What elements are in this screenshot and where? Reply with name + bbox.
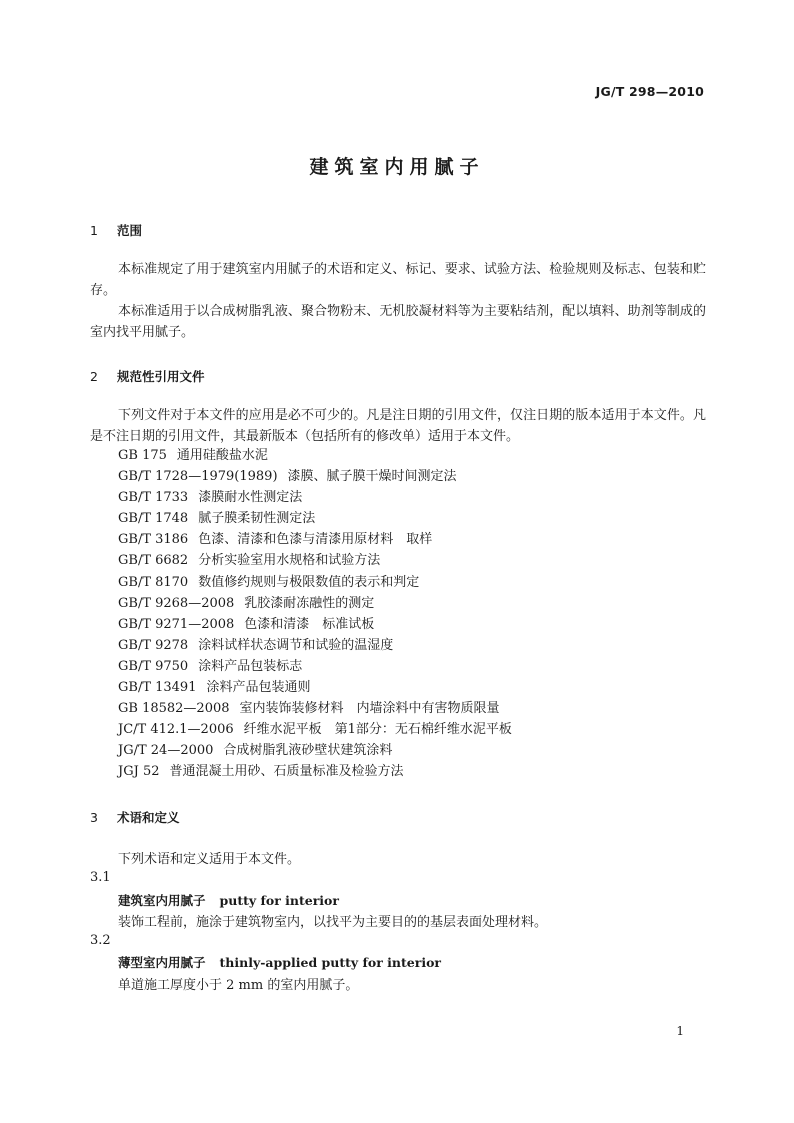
term-heading	[118, 953, 441, 971]
reference-code: GB/T 1733	[118, 490, 189, 506]
term-zh: 建筑室内用腻子	[118, 893, 206, 908]
reference-title: 漆膜耐水性测定法	[198, 490, 303, 506]
reference-list	[118, 445, 512, 783]
section-2-heading	[90, 367, 205, 385]
reference-code: GB/T 9271—2008	[118, 616, 235, 632]
section-number: 1	[90, 223, 98, 238]
reference-code: GB/T 3186	[118, 532, 189, 548]
reference-item	[118, 761, 512, 782]
reference-code: JG/T 24—2000	[118, 743, 214, 759]
reference-code: GB 175	[118, 448, 167, 463]
reference-item	[118, 677, 512, 698]
reference-title: 涂料产品包装通则	[206, 680, 311, 696]
reference-title: 乳胶漆耐冻融性的测定	[244, 595, 375, 611]
standard-code: JG/T 298—2010	[595, 84, 704, 99]
reference-title: 色漆、清漆和色漆与清漆用原材料 取样	[198, 532, 433, 548]
term-number: 3.2	[90, 933, 111, 948]
reference-item	[118, 508, 512, 529]
document-title: 建筑室内用腻子	[309, 156, 485, 178]
reference-item	[118, 656, 512, 677]
reference-code: GB 18582—2008	[118, 701, 230, 717]
reference-item	[118, 572, 512, 593]
term-heading	[118, 891, 339, 909]
section-number: 2	[90, 369, 98, 384]
section-title: 术语和定义	[117, 810, 180, 825]
term-number: 3.1	[90, 870, 111, 885]
reference-title: 色漆和清漆 标准试板	[244, 616, 375, 632]
reference-title: 纤维水泥平板 第1部分：无石棉纤维水泥平板	[243, 722, 512, 738]
reference-item	[118, 550, 512, 571]
reference-item	[118, 698, 512, 719]
term-definition: 单道施工厚度小于 2 mm 的室内用腻子。	[118, 978, 359, 993]
term-en: putty for interior	[219, 893, 339, 908]
references-intro: 下列文件对于本文件的应用是必不可少的。凡是注日期的引用文件，仅注日期的版本适用于本文件。凡是不注日期的引用文件，其最新版本（包括所有的修改单）适用于本文件。	[90, 408, 706, 444]
section-1-heading	[90, 221, 142, 239]
reference-item	[118, 719, 512, 740]
reference-item	[118, 635, 512, 656]
reference-title: 分析实验室用水规格和试验方法	[198, 553, 381, 569]
reference-code: GB/T 1748	[118, 511, 189, 527]
reference-code: GB/T 8170	[118, 574, 189, 590]
reference-item	[118, 466, 512, 487]
reference-code: GB/T 13491	[118, 680, 197, 696]
term-zh: 薄型室内用腻子	[118, 955, 206, 970]
reference-item	[118, 487, 512, 508]
page-number: 1	[676, 1024, 684, 1038]
reference-code: GB/T 6682	[118, 553, 189, 569]
reference-title: 数值修约规则与极限数值的表示和判定	[198, 574, 420, 590]
reference-item	[118, 445, 512, 466]
reference-title: 合成树脂乳液砂壁状建筑涂料	[223, 743, 393, 759]
reference-item	[118, 529, 512, 550]
section-3-heading	[90, 808, 180, 826]
reference-item	[118, 614, 512, 635]
scope-paragraph-2: 本标准适用于以合成树脂乳液、聚合物粉末、无机胶凝材料等为主要粘结剂，配以填料、助剂等制成的室内找平用腻子。	[90, 304, 706, 340]
terms-intro: 下列术语和定义适用于本文件。	[118, 852, 301, 867]
section-title: 范围	[117, 223, 143, 238]
reference-code: JGJ 52	[118, 764, 160, 780]
reference-code: GB/T 9750	[118, 658, 189, 674]
reference-title: 腻子膜柔韧性测定法	[198, 511, 316, 527]
section-title: 规范性引用文件	[117, 369, 205, 384]
reference-item	[118, 740, 512, 761]
reference-code: GB/T 9268—2008	[118, 595, 235, 611]
reference-title: 涂料产品包装标志	[198, 658, 303, 674]
reference-title: 涂料试样状态调节和试验的温湿度	[198, 637, 394, 653]
reference-title: 普通混凝土用砂、石质量标准及检验方法	[169, 764, 404, 780]
reference-title: 室内装饰装修材料 内墙涂料中有害物质限量	[239, 701, 500, 717]
scope-paragraph-1: 本标准规定了用于建筑室内用腻子的术语和定义、标记、要求、试验方法、检验规则及标志、包装和贮存。	[90, 262, 706, 298]
section-number: 3	[90, 810, 98, 825]
term-definition: 装饰工程前，施涂于建筑物室内，以找平为主要目的的基层表面处理材料。	[118, 915, 548, 930]
reference-code: JC/T 412.1—2006	[118, 722, 234, 738]
reference-title: 漆膜、腻子膜干燥时间测定法	[287, 469, 457, 485]
reference-title: 通用硅酸盐水泥	[176, 448, 268, 463]
term-en: thinly-applied putty for interior	[219, 955, 441, 970]
reference-code: GB/T 1728—1979(1989)	[118, 469, 278, 485]
reference-item	[118, 593, 512, 614]
reference-code: GB/T 9278	[118, 637, 189, 653]
